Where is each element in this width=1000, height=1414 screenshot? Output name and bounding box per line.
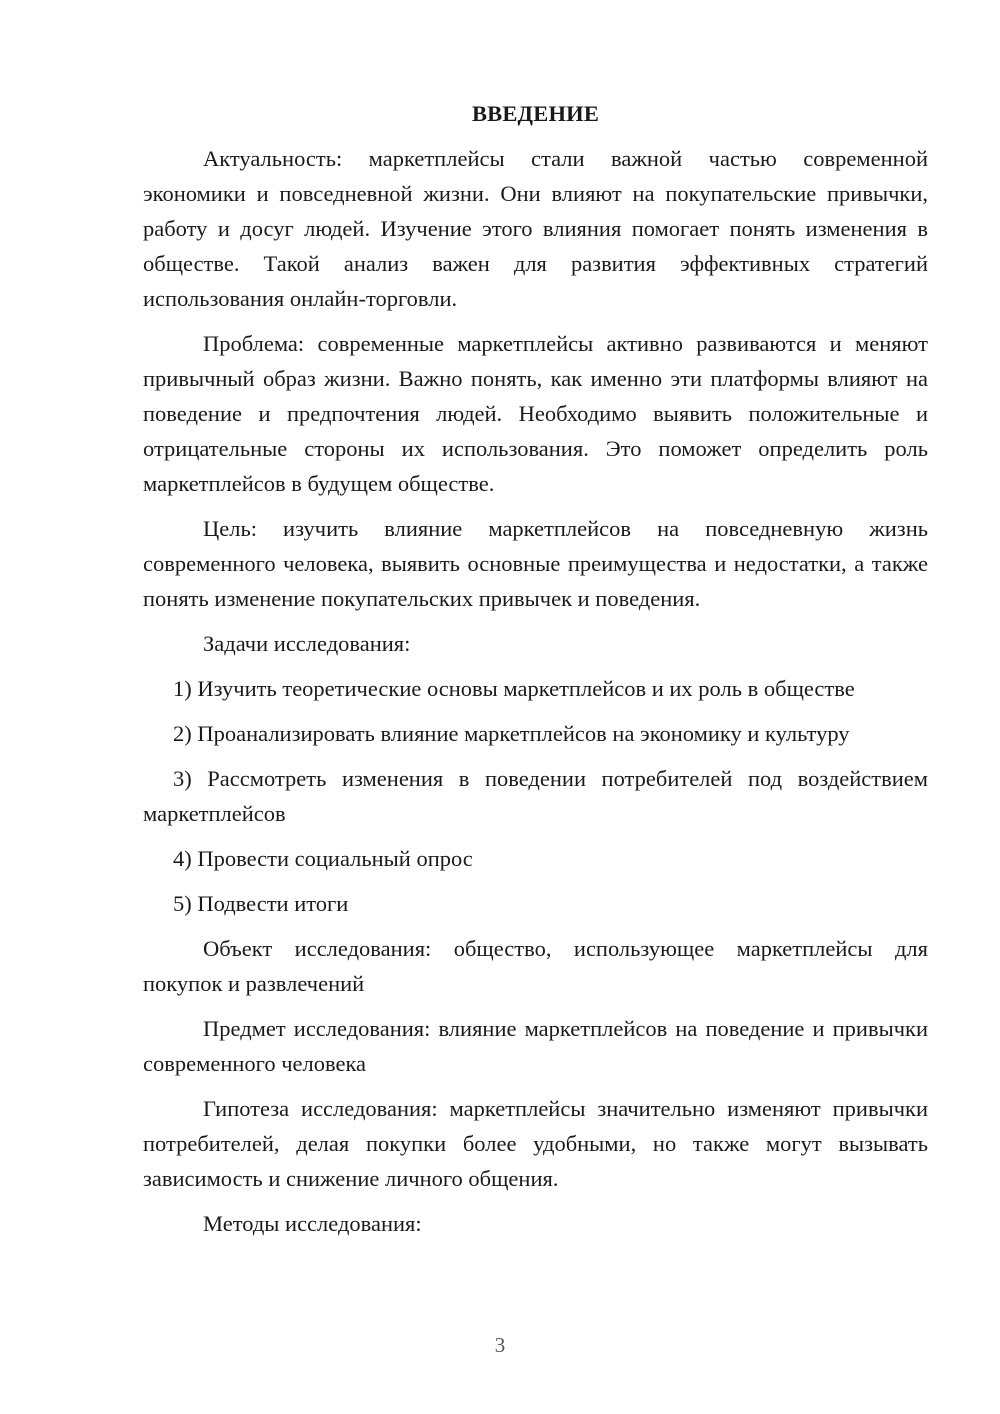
methods-heading: Методы исследования: — [203, 1211, 422, 1236]
object-paragraph: Объект исследования: общество, использующее маркетплейсы для покупок и развлечений — [143, 936, 928, 996]
hypothesis-paragraph: Гипотеза исследования: маркетплейсы значительно изменяют привычки потребителей, делая покупки более удобными, но также могут вызывать зависимость и снижение личного общения. — [143, 1096, 928, 1191]
task-item-2: 2) Проанализировать влияние маркетплейсов на экономику и культуру — [173, 721, 850, 746]
task-item-5: 5) Подвести итоги — [173, 891, 349, 916]
task-item-1: 1) Изучить теоретические основы маркетплейсов и их роль в обществе — [173, 676, 855, 701]
task-item-4: 4) Провести социальный опрос — [173, 846, 473, 871]
page-number: 3 — [494, 1333, 506, 1357]
relevance-paragraph: Актуальность: маркетплейсы стали важной частью современной экономики и повседневной жизни. Они влияют на покупательские привычки, работу и досуг людей. Изучение этого влияния помогает понять изменения в обществе. Такой анализ важен для развития эффективных стратегий использования онлайн-торговли. — [143, 146, 928, 311]
subject-paragraph: Предмет исследования: влияние маркетплейсов на поведение и привычки современного человека — [143, 1016, 928, 1076]
page-body — [143, 96, 928, 1251]
task-item-3: 3) Рассмотреть изменения в поведении потребителей под воздействием маркетплейсов — [143, 766, 928, 826]
section-heading: ВВЕДЕНИЕ — [471, 101, 600, 126]
tasks-heading: Задачи исследования: — [203, 631, 411, 656]
problem-paragraph: Проблема: современные маркетплейсы активно развиваются и меняют привычный образ жизни. Важно понять, как именно эти платформы влияют на поведение и предпочтения людей. Необходимо выявить положительные и отрицательные стороны их использования. Это поможет определить роль маркетплейсов в будущем обществе. — [143, 331, 928, 496]
goal-paragraph: Цель: изучить влияние маркетплейсов на повседневную жизнь современного человека, выявить основные преимущества и недостатки, а также понять изменение покупательских привычек и поведения. — [143, 516, 928, 611]
